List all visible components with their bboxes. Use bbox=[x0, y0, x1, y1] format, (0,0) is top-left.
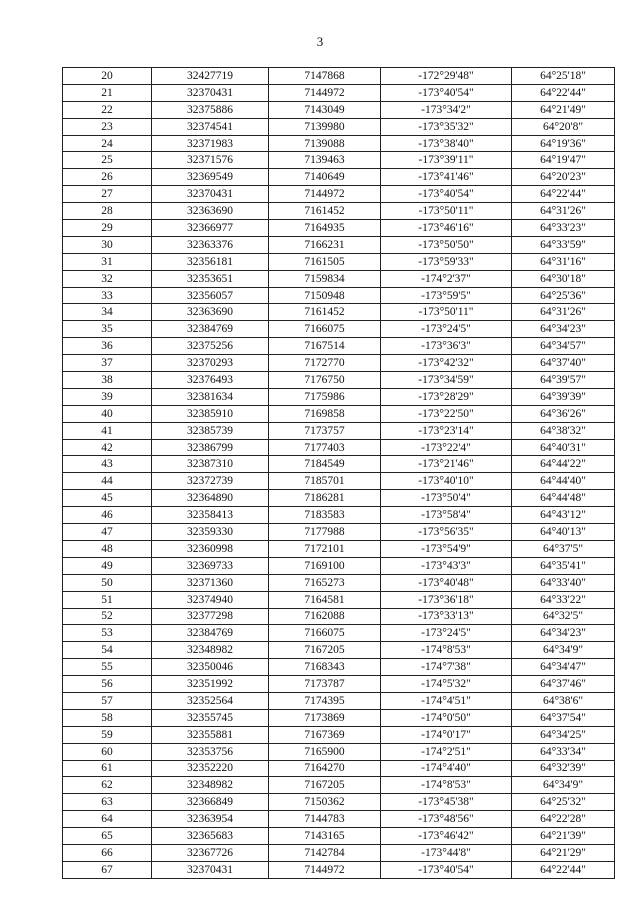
latitude-cell: 64°20'8" bbox=[512, 118, 615, 135]
point-number-cell: 20 bbox=[63, 68, 152, 85]
x-coordinate-cell: 32375886 bbox=[152, 101, 269, 118]
x-coordinate-cell: 32356181 bbox=[152, 253, 269, 270]
y-coordinate-cell: 7144972 bbox=[269, 861, 381, 878]
x-coordinate-cell: 32363690 bbox=[152, 203, 269, 220]
point-number-cell: 45 bbox=[63, 490, 152, 507]
y-coordinate-cell: 7166231 bbox=[269, 236, 381, 253]
y-coordinate-cell: 7186281 bbox=[269, 490, 381, 507]
y-coordinate-cell: 7161505 bbox=[269, 253, 381, 270]
x-coordinate-cell: 32387310 bbox=[152, 456, 269, 473]
x-coordinate-cell: 32351992 bbox=[152, 676, 269, 693]
latitude-cell: 64°33'23" bbox=[512, 220, 615, 237]
table-row bbox=[63, 422, 615, 439]
table-row bbox=[63, 152, 615, 169]
latitude-cell: 64°31'16" bbox=[512, 253, 615, 270]
longitude-cell: -173°45'38" bbox=[381, 794, 512, 811]
y-coordinate-cell: 7173869 bbox=[269, 709, 381, 726]
longitude-cell: -172°29'48" bbox=[381, 68, 512, 85]
table-row bbox=[63, 405, 615, 422]
longitude-cell: -173°48'56" bbox=[381, 811, 512, 828]
longitude-cell: -173°40'10" bbox=[381, 473, 512, 490]
longitude-cell: -173°35'32" bbox=[381, 118, 512, 135]
x-coordinate-cell: 32352220 bbox=[152, 760, 269, 777]
longitude-cell: -174°8'53" bbox=[381, 642, 512, 659]
y-coordinate-cell: 7177403 bbox=[269, 439, 381, 456]
longitude-cell: -173°40'54" bbox=[381, 186, 512, 203]
y-coordinate-cell: 7174395 bbox=[269, 692, 381, 709]
x-coordinate-cell: 32385739 bbox=[152, 422, 269, 439]
x-coordinate-cell: 32364890 bbox=[152, 490, 269, 507]
table-row bbox=[63, 321, 615, 338]
point-number-cell: 63 bbox=[63, 794, 152, 811]
point-number-cell: 65 bbox=[63, 828, 152, 845]
longitude-cell: -173°40'54" bbox=[381, 861, 512, 878]
y-coordinate-cell: 7184549 bbox=[269, 456, 381, 473]
y-coordinate-cell: 7143049 bbox=[269, 101, 381, 118]
longitude-cell: -173°34'2" bbox=[381, 101, 512, 118]
table-row bbox=[63, 591, 615, 608]
longitude-cell: -173°40'48" bbox=[381, 574, 512, 591]
latitude-cell: 64°19'47" bbox=[512, 152, 615, 169]
y-coordinate-cell: 7166075 bbox=[269, 321, 381, 338]
latitude-cell: 64°33'34" bbox=[512, 743, 615, 760]
point-number-cell: 41 bbox=[63, 422, 152, 439]
point-number-cell: 38 bbox=[63, 372, 152, 389]
coordinates-table bbox=[62, 67, 615, 879]
x-coordinate-cell: 32360998 bbox=[152, 540, 269, 557]
y-coordinate-cell: 7167205 bbox=[269, 642, 381, 659]
latitude-cell: 64°34'57" bbox=[512, 338, 615, 355]
y-coordinate-cell: 7175986 bbox=[269, 388, 381, 405]
point-number-cell: 39 bbox=[63, 388, 152, 405]
latitude-cell: 64°44'40" bbox=[512, 473, 615, 490]
y-coordinate-cell: 7161452 bbox=[269, 304, 381, 321]
longitude-cell: -173°43'3" bbox=[381, 557, 512, 574]
longitude-cell: -173°46'16" bbox=[381, 220, 512, 237]
point-number-cell: 52 bbox=[63, 608, 152, 625]
latitude-cell: 64°43'12" bbox=[512, 507, 615, 524]
point-number-cell: 32 bbox=[63, 270, 152, 287]
longitude-cell: -173°36'18" bbox=[381, 591, 512, 608]
x-coordinate-cell: 32367726 bbox=[152, 844, 269, 861]
x-coordinate-cell: 32374940 bbox=[152, 591, 269, 608]
point-number-cell: 25 bbox=[63, 152, 152, 169]
y-coordinate-cell: 7144972 bbox=[269, 84, 381, 101]
latitude-cell: 64°33'59" bbox=[512, 236, 615, 253]
longitude-cell: -174°4'40" bbox=[381, 760, 512, 777]
latitude-cell: 64°34'23" bbox=[512, 625, 615, 642]
longitude-cell: -173°22'50" bbox=[381, 405, 512, 422]
latitude-cell: 64°32'39" bbox=[512, 760, 615, 777]
x-coordinate-cell: 32376493 bbox=[152, 372, 269, 389]
x-coordinate-cell: 32352564 bbox=[152, 692, 269, 709]
longitude-cell: -173°28'29" bbox=[381, 388, 512, 405]
latitude-cell: 64°34'9" bbox=[512, 777, 615, 794]
latitude-cell: 64°19'36" bbox=[512, 135, 615, 152]
x-coordinate-cell: 32363954 bbox=[152, 811, 269, 828]
latitude-cell: 64°31'26" bbox=[512, 304, 615, 321]
y-coordinate-cell: 7164270 bbox=[269, 760, 381, 777]
table-row bbox=[63, 794, 615, 811]
y-coordinate-cell: 7168343 bbox=[269, 659, 381, 676]
x-coordinate-cell: 32358413 bbox=[152, 507, 269, 524]
longitude-cell: -173°23'14" bbox=[381, 422, 512, 439]
point-number-cell: 29 bbox=[63, 220, 152, 237]
y-coordinate-cell: 7139463 bbox=[269, 152, 381, 169]
table-row bbox=[63, 169, 615, 186]
table-row bbox=[63, 304, 615, 321]
latitude-cell: 64°44'48" bbox=[512, 490, 615, 507]
y-coordinate-cell: 7162088 bbox=[269, 608, 381, 625]
y-coordinate-cell: 7172101 bbox=[269, 540, 381, 557]
table-row bbox=[63, 203, 615, 220]
x-coordinate-cell: 32371576 bbox=[152, 152, 269, 169]
x-coordinate-cell: 32372739 bbox=[152, 473, 269, 490]
y-coordinate-cell: 7167205 bbox=[269, 777, 381, 794]
longitude-cell: -173°38'40" bbox=[381, 135, 512, 152]
point-number-cell: 35 bbox=[63, 321, 152, 338]
latitude-cell: 64°21'49" bbox=[512, 101, 615, 118]
point-number-cell: 46 bbox=[63, 507, 152, 524]
longitude-cell: -173°24'5" bbox=[381, 625, 512, 642]
point-number-cell: 30 bbox=[63, 236, 152, 253]
latitude-cell: 64°35'41" bbox=[512, 557, 615, 574]
point-number-cell: 40 bbox=[63, 405, 152, 422]
longitude-cell: -173°59'5" bbox=[381, 287, 512, 304]
y-coordinate-cell: 7139088 bbox=[269, 135, 381, 152]
point-number-cell: 36 bbox=[63, 338, 152, 355]
latitude-cell: 64°36'26" bbox=[512, 405, 615, 422]
longitude-cell: -173°54'9" bbox=[381, 540, 512, 557]
table-row bbox=[63, 524, 615, 541]
longitude-cell: -173°50'50" bbox=[381, 236, 512, 253]
x-coordinate-cell: 32348982 bbox=[152, 777, 269, 794]
y-coordinate-cell: 7173787 bbox=[269, 676, 381, 693]
table-row bbox=[63, 861, 615, 878]
longitude-cell: -173°36'3" bbox=[381, 338, 512, 355]
y-coordinate-cell: 7169858 bbox=[269, 405, 381, 422]
point-number-cell: 49 bbox=[63, 557, 152, 574]
table-row bbox=[63, 507, 615, 524]
latitude-cell: 64°30'18" bbox=[512, 270, 615, 287]
table-row bbox=[63, 574, 615, 591]
latitude-cell: 64°40'13" bbox=[512, 524, 615, 541]
point-number-cell: 50 bbox=[63, 574, 152, 591]
point-number-cell: 58 bbox=[63, 709, 152, 726]
longitude-cell: -173°22'4" bbox=[381, 439, 512, 456]
longitude-cell: -173°41'46" bbox=[381, 169, 512, 186]
table-row bbox=[63, 726, 615, 743]
longitude-cell: -174°8'53" bbox=[381, 777, 512, 794]
table-row bbox=[63, 135, 615, 152]
y-coordinate-cell: 7164581 bbox=[269, 591, 381, 608]
x-coordinate-cell: 32371983 bbox=[152, 135, 269, 152]
y-coordinate-cell: 7150948 bbox=[269, 287, 381, 304]
latitude-cell: 64°33'22" bbox=[512, 591, 615, 608]
latitude-cell: 64°39'57" bbox=[512, 372, 615, 389]
table-row bbox=[63, 608, 615, 625]
longitude-cell: -174°5'32" bbox=[381, 676, 512, 693]
y-coordinate-cell: 7185701 bbox=[269, 473, 381, 490]
point-number-cell: 51 bbox=[63, 591, 152, 608]
table-row bbox=[63, 828, 615, 845]
latitude-cell: 64°37'46" bbox=[512, 676, 615, 693]
table-row bbox=[63, 270, 615, 287]
x-coordinate-cell: 32384769 bbox=[152, 625, 269, 642]
latitude-cell: 64°34'47" bbox=[512, 659, 615, 676]
longitude-cell: -174°2'51" bbox=[381, 743, 512, 760]
latitude-cell: 64°22'44" bbox=[512, 84, 615, 101]
longitude-cell: -173°50'4" bbox=[381, 490, 512, 507]
table-row bbox=[63, 388, 615, 405]
point-number-cell: 33 bbox=[63, 287, 152, 304]
table-row bbox=[63, 760, 615, 777]
table-row bbox=[63, 692, 615, 709]
longitude-cell: -173°50'11" bbox=[381, 304, 512, 321]
y-coordinate-cell: 7173757 bbox=[269, 422, 381, 439]
table-row bbox=[63, 473, 615, 490]
y-coordinate-cell: 7159834 bbox=[269, 270, 381, 287]
x-coordinate-cell: 32363376 bbox=[152, 236, 269, 253]
longitude-cell: -173°39'11" bbox=[381, 152, 512, 169]
x-coordinate-cell: 32355745 bbox=[152, 709, 269, 726]
x-coordinate-cell: 32384769 bbox=[152, 321, 269, 338]
table-row bbox=[63, 625, 615, 642]
y-coordinate-cell: 7142784 bbox=[269, 844, 381, 861]
table-row bbox=[63, 68, 615, 85]
table-row bbox=[63, 236, 615, 253]
point-number-cell: 67 bbox=[63, 861, 152, 878]
table-row bbox=[63, 743, 615, 760]
x-coordinate-cell: 32381634 bbox=[152, 388, 269, 405]
point-number-cell: 34 bbox=[63, 304, 152, 321]
longitude-cell: -174°2'37" bbox=[381, 270, 512, 287]
y-coordinate-cell: 7150362 bbox=[269, 794, 381, 811]
point-number-cell: 24 bbox=[63, 135, 152, 152]
point-number-cell: 27 bbox=[63, 186, 152, 203]
x-coordinate-cell: 32377298 bbox=[152, 608, 269, 625]
x-coordinate-cell: 32355881 bbox=[152, 726, 269, 743]
x-coordinate-cell: 32371360 bbox=[152, 574, 269, 591]
point-number-cell: 42 bbox=[63, 439, 152, 456]
latitude-cell: 64°38'6" bbox=[512, 692, 615, 709]
point-number-cell: 21 bbox=[63, 84, 152, 101]
coordinates-table-body bbox=[63, 68, 615, 879]
x-coordinate-cell: 32353651 bbox=[152, 270, 269, 287]
point-number-cell: 62 bbox=[63, 777, 152, 794]
latitude-cell: 64°34'25" bbox=[512, 726, 615, 743]
y-coordinate-cell: 7177988 bbox=[269, 524, 381, 541]
point-number-cell: 56 bbox=[63, 676, 152, 693]
latitude-cell: 64°37'5" bbox=[512, 540, 615, 557]
point-number-cell: 31 bbox=[63, 253, 152, 270]
longitude-cell: -173°24'5" bbox=[381, 321, 512, 338]
longitude-cell: -173°56'35" bbox=[381, 524, 512, 541]
point-number-cell: 59 bbox=[63, 726, 152, 743]
point-number-cell: 48 bbox=[63, 540, 152, 557]
latitude-cell: 64°22'44" bbox=[512, 186, 615, 203]
x-coordinate-cell: 32365683 bbox=[152, 828, 269, 845]
y-coordinate-cell: 7165273 bbox=[269, 574, 381, 591]
x-coordinate-cell: 32375256 bbox=[152, 338, 269, 355]
point-number-cell: 53 bbox=[63, 625, 152, 642]
latitude-cell: 64°22'28" bbox=[512, 811, 615, 828]
latitude-cell: 64°34'9" bbox=[512, 642, 615, 659]
longitude-cell: -173°46'42" bbox=[381, 828, 512, 845]
y-coordinate-cell: 7139980 bbox=[269, 118, 381, 135]
longitude-cell: -174°4'51" bbox=[381, 692, 512, 709]
page-number: 3 bbox=[316, 34, 324, 49]
x-coordinate-cell: 32370293 bbox=[152, 355, 269, 372]
x-coordinate-cell: 32359330 bbox=[152, 524, 269, 541]
latitude-cell: 64°25'36" bbox=[512, 287, 615, 304]
x-coordinate-cell: 32370431 bbox=[152, 861, 269, 878]
table-row bbox=[63, 186, 615, 203]
y-coordinate-cell: 7183583 bbox=[269, 507, 381, 524]
longitude-cell: -173°34'59" bbox=[381, 372, 512, 389]
point-number-cell: 47 bbox=[63, 524, 152, 541]
x-coordinate-cell: 32348982 bbox=[152, 642, 269, 659]
y-coordinate-cell: 7172770 bbox=[269, 355, 381, 372]
point-number-cell: 28 bbox=[63, 203, 152, 220]
table-row bbox=[63, 287, 615, 304]
latitude-cell: 64°31'26" bbox=[512, 203, 615, 220]
table-row bbox=[63, 355, 615, 372]
latitude-cell: 64°25'32" bbox=[512, 794, 615, 811]
point-number-cell: 26 bbox=[63, 169, 152, 186]
point-number-cell: 61 bbox=[63, 760, 152, 777]
table-row bbox=[63, 490, 615, 507]
y-coordinate-cell: 7147868 bbox=[269, 68, 381, 85]
latitude-cell: 64°34'23" bbox=[512, 321, 615, 338]
point-number-cell: 44 bbox=[63, 473, 152, 490]
x-coordinate-cell: 32350046 bbox=[152, 659, 269, 676]
y-coordinate-cell: 7176750 bbox=[269, 372, 381, 389]
x-coordinate-cell: 32370431 bbox=[152, 186, 269, 203]
point-number-cell: 23 bbox=[63, 118, 152, 135]
table-row bbox=[63, 338, 615, 355]
longitude-cell: -173°44'8" bbox=[381, 844, 512, 861]
longitude-cell: -174°0'17" bbox=[381, 726, 512, 743]
table-row bbox=[63, 253, 615, 270]
point-number-cell: 66 bbox=[63, 844, 152, 861]
table-row bbox=[63, 642, 615, 659]
x-coordinate-cell: 32427719 bbox=[152, 68, 269, 85]
y-coordinate-cell: 7144972 bbox=[269, 186, 381, 203]
x-coordinate-cell: 32366849 bbox=[152, 794, 269, 811]
y-coordinate-cell: 7161452 bbox=[269, 203, 381, 220]
table-row bbox=[63, 676, 615, 693]
y-coordinate-cell: 7167369 bbox=[269, 726, 381, 743]
point-number-cell: 60 bbox=[63, 743, 152, 760]
longitude-cell: -173°59'33" bbox=[381, 253, 512, 270]
latitude-cell: 64°38'32" bbox=[512, 422, 615, 439]
y-coordinate-cell: 7166075 bbox=[269, 625, 381, 642]
latitude-cell: 64°20'23" bbox=[512, 169, 615, 186]
latitude-cell: 64°37'54" bbox=[512, 709, 615, 726]
y-coordinate-cell: 7144783 bbox=[269, 811, 381, 828]
table-row bbox=[63, 540, 615, 557]
x-coordinate-cell: 32356057 bbox=[152, 287, 269, 304]
y-coordinate-cell: 7140649 bbox=[269, 169, 381, 186]
table-row bbox=[63, 811, 615, 828]
latitude-cell: 64°33'40" bbox=[512, 574, 615, 591]
table-row bbox=[63, 372, 615, 389]
latitude-cell: 64°37'40" bbox=[512, 355, 615, 372]
point-number-cell: 37 bbox=[63, 355, 152, 372]
x-coordinate-cell: 32363690 bbox=[152, 304, 269, 321]
x-coordinate-cell: 32353756 bbox=[152, 743, 269, 760]
y-coordinate-cell: 7165900 bbox=[269, 743, 381, 760]
longitude-cell: -174°7'38" bbox=[381, 659, 512, 676]
point-number-cell: 55 bbox=[63, 659, 152, 676]
table-row bbox=[63, 709, 615, 726]
table-row bbox=[63, 659, 615, 676]
table-row bbox=[63, 456, 615, 473]
x-coordinate-cell: 32370431 bbox=[152, 84, 269, 101]
table-row bbox=[63, 844, 615, 861]
latitude-cell: 64°40'31" bbox=[512, 439, 615, 456]
table-row bbox=[63, 777, 615, 794]
point-number-cell: 43 bbox=[63, 456, 152, 473]
table-row bbox=[63, 84, 615, 101]
y-coordinate-cell: 7167514 bbox=[269, 338, 381, 355]
x-coordinate-cell: 32366977 bbox=[152, 220, 269, 237]
latitude-cell: 64°22'44" bbox=[512, 861, 615, 878]
latitude-cell: 64°44'22" bbox=[512, 456, 615, 473]
table-row bbox=[63, 439, 615, 456]
x-coordinate-cell: 32369733 bbox=[152, 557, 269, 574]
longitude-cell: -173°40'54" bbox=[381, 84, 512, 101]
longitude-cell: -173°42'32" bbox=[381, 355, 512, 372]
x-coordinate-cell: 32385910 bbox=[152, 405, 269, 422]
latitude-cell: 64°21'39" bbox=[512, 828, 615, 845]
latitude-cell: 64°39'39" bbox=[512, 388, 615, 405]
latitude-cell: 64°25'18" bbox=[512, 68, 615, 85]
longitude-cell: -173°21'46" bbox=[381, 456, 512, 473]
x-coordinate-cell: 32369549 bbox=[152, 169, 269, 186]
point-number-cell: 57 bbox=[63, 692, 152, 709]
longitude-cell: -174°0'50" bbox=[381, 709, 512, 726]
table-row bbox=[63, 557, 615, 574]
table-row bbox=[63, 101, 615, 118]
y-coordinate-cell: 7169100 bbox=[269, 557, 381, 574]
x-coordinate-cell: 32374541 bbox=[152, 118, 269, 135]
longitude-cell: -173°58'4" bbox=[381, 507, 512, 524]
table-row bbox=[63, 220, 615, 237]
point-number-cell: 64 bbox=[63, 811, 152, 828]
latitude-cell: 64°21'29" bbox=[512, 844, 615, 861]
point-number-cell: 22 bbox=[63, 101, 152, 118]
longitude-cell: -173°33'13" bbox=[381, 608, 512, 625]
latitude-cell: 64°32'5" bbox=[512, 608, 615, 625]
x-coordinate-cell: 32386799 bbox=[152, 439, 269, 456]
y-coordinate-cell: 7143165 bbox=[269, 828, 381, 845]
point-number-cell: 54 bbox=[63, 642, 152, 659]
table-row bbox=[63, 118, 615, 135]
y-coordinate-cell: 7164935 bbox=[269, 220, 381, 237]
longitude-cell: -173°50'11" bbox=[381, 203, 512, 220]
